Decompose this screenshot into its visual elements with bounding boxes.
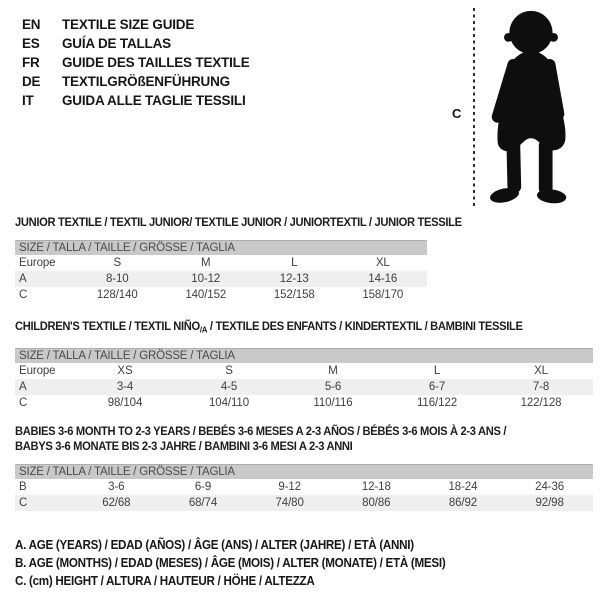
size-value-cell: 6-9 <box>194 481 212 493</box>
language-row <box>22 34 250 53</box>
size-table <box>15 255 427 303</box>
size-value-cell: 9-12 <box>278 481 301 493</box>
size-value-cell: 92/98 <box>535 497 564 509</box>
size-table-row <box>15 287 427 303</box>
row-label-cell: C <box>19 396 28 409</box>
section-title <box>15 319 553 338</box>
size-value-cell: 5-6 <box>324 380 342 393</box>
language-code: FR <box>22 55 40 70</box>
size-section <box>15 424 593 511</box>
row-label-cell: B <box>19 481 27 493</box>
size-table-header-bar: SIZE / TALLA / TAILLE / GRÖSSE / TAGLIA <box>15 464 593 479</box>
size-section <box>15 319 593 411</box>
language-guide-title: TEXTILGRÖßENFÜHRUNG <box>62 74 230 89</box>
size-value-cell: 152/158 <box>273 289 315 301</box>
size-table-row <box>15 271 427 287</box>
size-value-cell: M <box>201 257 211 269</box>
size-value-cell: 4-5 <box>220 380 238 393</box>
size-value-cell: M <box>328 364 338 377</box>
size-value-cell: 6-7 <box>428 380 446 393</box>
size-value-cell: XL <box>534 364 548 377</box>
row-label-cell: Europe <box>19 257 56 269</box>
size-value-cell: 62/68 <box>102 497 131 509</box>
measure-legend <box>15 536 478 590</box>
legend-line: C. (cm) HEIGHT / ALTURA / HAUTEUR / HÖHE / ALTEZZA <box>15 574 315 588</box>
size-value-cell: 7-8 <box>532 380 550 393</box>
row-label-cell: Europe <box>19 364 56 377</box>
size-value-cell: 14-16 <box>368 273 398 285</box>
size-table-row <box>15 255 427 271</box>
size-value-cell: 12-18 <box>361 481 391 493</box>
section-title <box>15 215 462 230</box>
size-section <box>15 215 462 303</box>
language-row <box>22 15 250 34</box>
size-value-cell: 68/74 <box>188 497 218 509</box>
size-value-cell: 18-24 <box>448 481 478 493</box>
language-guide-title: GUIDE DES TAILLES TEXTILE <box>62 55 250 70</box>
language-title-list <box>22 15 250 110</box>
size-value-cell: 98/104 <box>107 396 143 409</box>
size-value-cell: L <box>433 364 441 377</box>
size-value-cell: S <box>113 257 122 269</box>
size-value-cell: 24-36 <box>535 481 565 493</box>
language-code: ES <box>22 36 40 51</box>
legend-line: A. AGE (YEARS) / EDAD (AÑOS) / ÂGE (ANS) / ALTER (JAHRE) / ETÀ (ANNI) <box>15 538 414 552</box>
size-value-cell: 140/152 <box>185 289 227 301</box>
section-title-segment: BABIES 3-6 MONTH TO 2-3 YEARS / BEBÉS 3-6 MESES A 2-3 AÑOS / BÉBÉS 3-6 MOIS À 2-3 ANS / <box>15 424 507 438</box>
language-code: IT <box>22 93 34 108</box>
size-value-cell: XL <box>375 257 390 269</box>
language-guide-title: TEXTILE SIZE GUIDE <box>62 17 195 32</box>
size-value-cell: 3-6 <box>108 481 125 493</box>
row-label-cell: C <box>19 289 28 301</box>
size-table-row <box>15 495 593 511</box>
size-value-cell: S <box>225 364 233 377</box>
size-table-row <box>15 479 593 495</box>
row-label-cell: A <box>19 273 27 285</box>
size-value-cell: 8-10 <box>105 273 129 285</box>
size-table-header-bar: SIZE / TALLA / TAILLE / GRÖSSE / TAGLIA <box>15 348 593 363</box>
section-title-segment: BABYS 3-6 MONATE BIS 2-3 JAHRE / BAMBINI 3-6 MESI A 2-3 ANNI <box>15 439 353 453</box>
size-table-header-bar: SIZE / TALLA / TAILLE / GRÖSSE / TAGLIA <box>15 240 427 255</box>
height-measure-label: C <box>452 106 462 121</box>
size-table-row <box>15 379 593 395</box>
language-row <box>22 53 250 72</box>
size-value-cell: 86/92 <box>448 497 478 509</box>
size-value-cell: 158/170 <box>362 289 404 301</box>
section-title-segment: JUNIOR TEXTILE / TEXTIL JUNIOR/ TEXTILE JUNIOR / JUNIORTEXTIL / JUNIOR TESSILE <box>15 215 462 229</box>
language-guide-title: GUIDA ALLE TAGLIE TESSILI <box>62 93 246 108</box>
language-row <box>22 72 250 91</box>
size-table <box>15 479 593 511</box>
size-table <box>15 363 593 411</box>
size-table-row <box>15 363 593 379</box>
size-value-cell: 122/128 <box>520 396 562 409</box>
size-value-cell: 110/116 <box>313 396 353 409</box>
size-value-cell: XS <box>117 364 133 377</box>
size-value-cell: 104/110 <box>208 396 250 409</box>
size-value-cell: 74/80 <box>275 497 304 509</box>
section-title-segment: /A <box>199 324 208 335</box>
size-value-cell: 128/140 <box>96 289 138 301</box>
language-row <box>22 91 250 110</box>
row-label-cell: A <box>19 380 27 393</box>
size-value-cell: 12-13 <box>279 273 309 285</box>
size-value-cell: 3-4 <box>116 380 134 393</box>
section-title-segment: / TEXTILE DES ENFANTS / KINDERTEXTIL / BAMBINI TESSILE <box>207 319 523 333</box>
height-dashed-line <box>473 8 475 207</box>
size-value-cell: 116/122 <box>416 396 458 409</box>
size-value-cell: 80/86 <box>362 497 391 509</box>
section-title <box>15 424 553 454</box>
baby-silhouette-icon <box>480 6 580 212</box>
size-value-cell: 10-12 <box>191 273 221 285</box>
language-code: EN <box>22 17 41 32</box>
size-value-cell: L <box>291 257 298 269</box>
row-label-cell: C <box>19 497 28 509</box>
size-table-row <box>15 395 593 411</box>
language-code: DE <box>22 74 41 89</box>
section-title-segment: CHILDREN'S TEXTILE / TEXTIL NIÑO <box>15 319 200 333</box>
legend-line: B. AGE (MONTHS) / EDAD (MESES) / ÂGE (MOIS) / ALTER (MONATE) / ETÀ (MESI) <box>15 556 446 570</box>
language-guide-title: GUÍA DE TALLAS <box>62 36 171 51</box>
